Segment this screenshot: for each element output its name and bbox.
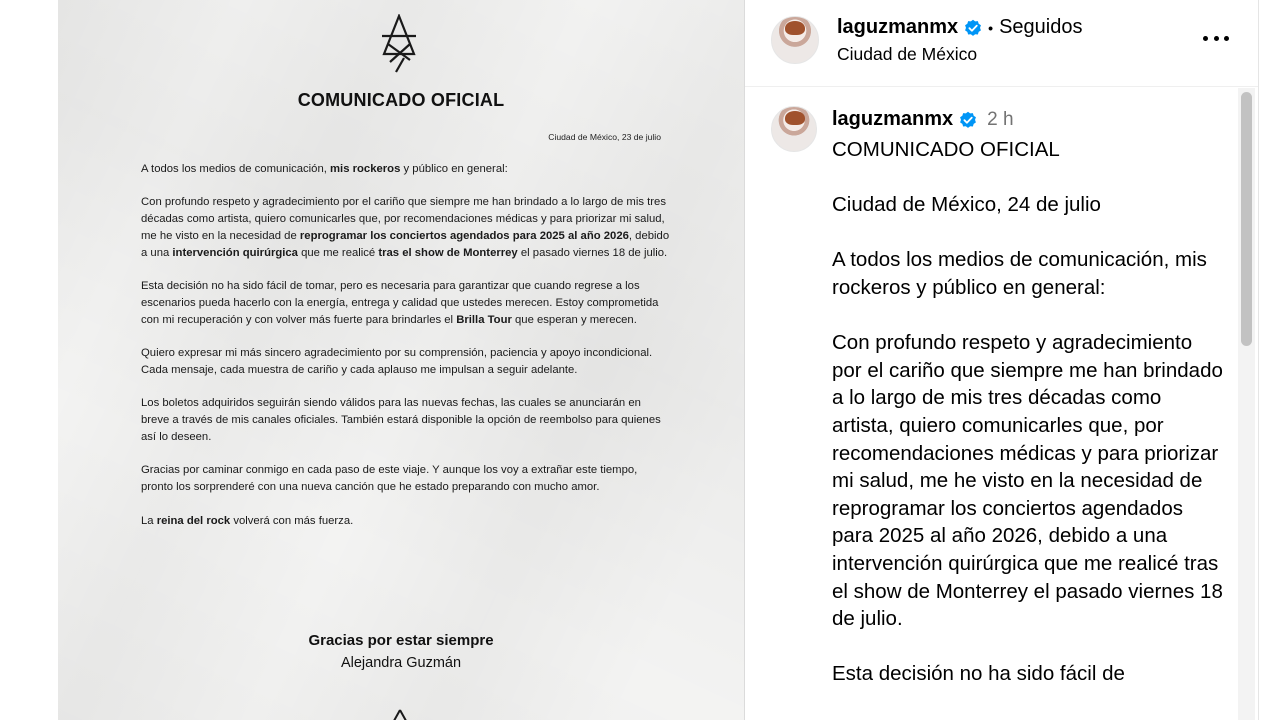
post-side-panel xyxy=(745,0,1280,720)
document-closing: Gracias por estar siempre xyxy=(308,632,494,649)
window-right-edge xyxy=(1258,0,1280,720)
caption-username-link[interactable]: laguzmanmx xyxy=(832,108,954,130)
post-header-user xyxy=(837,16,1082,39)
document-paragraph: Quiero expresar mi más sincero agradecimiento por su comprensión, paciencia y apoyo incondicional. Cada mensaje, cada muestra de cariño y cada aplauso me impulsan a seguir adelante. xyxy=(141,347,653,376)
document-paragraph: A todos los medios de comunicación, mis rockeros y público en general: xyxy=(141,163,508,175)
artist-logo-bottom-icon xyxy=(386,708,414,720)
scrollbar-thumb[interactable] xyxy=(1241,92,1252,346)
post-header xyxy=(745,0,1258,87)
location-link[interactable]: Ciudad de México xyxy=(837,44,978,64)
document-body xyxy=(141,161,671,546)
separator-dot: • xyxy=(988,19,994,36)
verified-badge-icon xyxy=(959,111,977,129)
caption-avatar[interactable] xyxy=(771,106,817,152)
caption-user xyxy=(832,108,1014,131)
username-link[interactable]: laguzmanmx xyxy=(837,16,959,38)
more-options-icon[interactable] xyxy=(1203,34,1229,42)
following-button[interactable]: Seguidos xyxy=(999,16,1083,38)
document-paragraph: La reina del rock volverá con más fuerza. xyxy=(141,514,354,527)
document-paragraph: Gracias por caminar conmigo en cada paso de este viaje. Y aunque los voy a extrañar este tiempo, pronto los sorprenderé con una nueva canción que he estado preparando con mucho amor. xyxy=(141,464,638,494)
left-gutter xyxy=(0,0,58,720)
document-title: COMUNICADO OFICIAL xyxy=(297,90,505,110)
caption-text: COMUNICADO OFICIAL Ciudad de México, 24 de julio A todos los medios de comunicación, mis rockeros y público en general: Con profundo respeto y agradecimiento por el cariño que siempre me han brindado a lo largo de mis tres décadas como artista, quiero comunicarles que, por recomendaciones médicas y para priorizar mi salud, me he visto en la necesidad de reprogramar los conciertos agendados para 2025 al año 2026, debido a una intervención quirúrgica que me realicé tras el show de Monterrey el pasado viernes 18 de julio. Esta decisión no ha sido fácil de xyxy=(832,138,1223,686)
document-paragraph: Esta decisión no ha sido fácil de tomar, pero es necesaria para garantizar que cuando regrese a los escenarios pueda hacerlo con la energía, entrega y calidad que ustedes merecen. Estoy comprometida con mi recuperación y con volver más fuerte para brindarles el Brilla Tour que esperan y merecen. xyxy=(141,280,659,326)
artist-logo-icon xyxy=(378,14,420,74)
document-paragraph: Con profundo respeto y agradecimiento por el cariño que siempre me han brindado a lo largo de mis tres décadas como artista, quiero comunicarles que, por recomendaciones médicas y para priorizar mi salud, me he visto en la necesidad de reprogramar los conciertos agendados para 2025 al año 2026, debido a una intervención quirúrgica que me realicé tras el show de Monterrey el pasado viernes 18 de julio. xyxy=(141,196,670,259)
verified-badge-icon xyxy=(964,19,982,37)
document-signature: Alejandra Guzmán xyxy=(340,655,462,671)
caption-area xyxy=(745,88,1258,720)
document-paragraph: Los boletos adquiridos seguirán siendo válidos para las nuevas fechas, las cuales se anunciarán en breve a través de mis canales oficiales. También estará disponible la opción de reembolso para quienes así lo deseen. xyxy=(141,397,661,443)
post-time[interactable]: 2 h xyxy=(987,108,1014,130)
avatar[interactable] xyxy=(771,16,819,64)
document-date: Ciudad de México, 23 de julio xyxy=(548,132,661,142)
post-image-document[interactable] xyxy=(58,0,744,720)
